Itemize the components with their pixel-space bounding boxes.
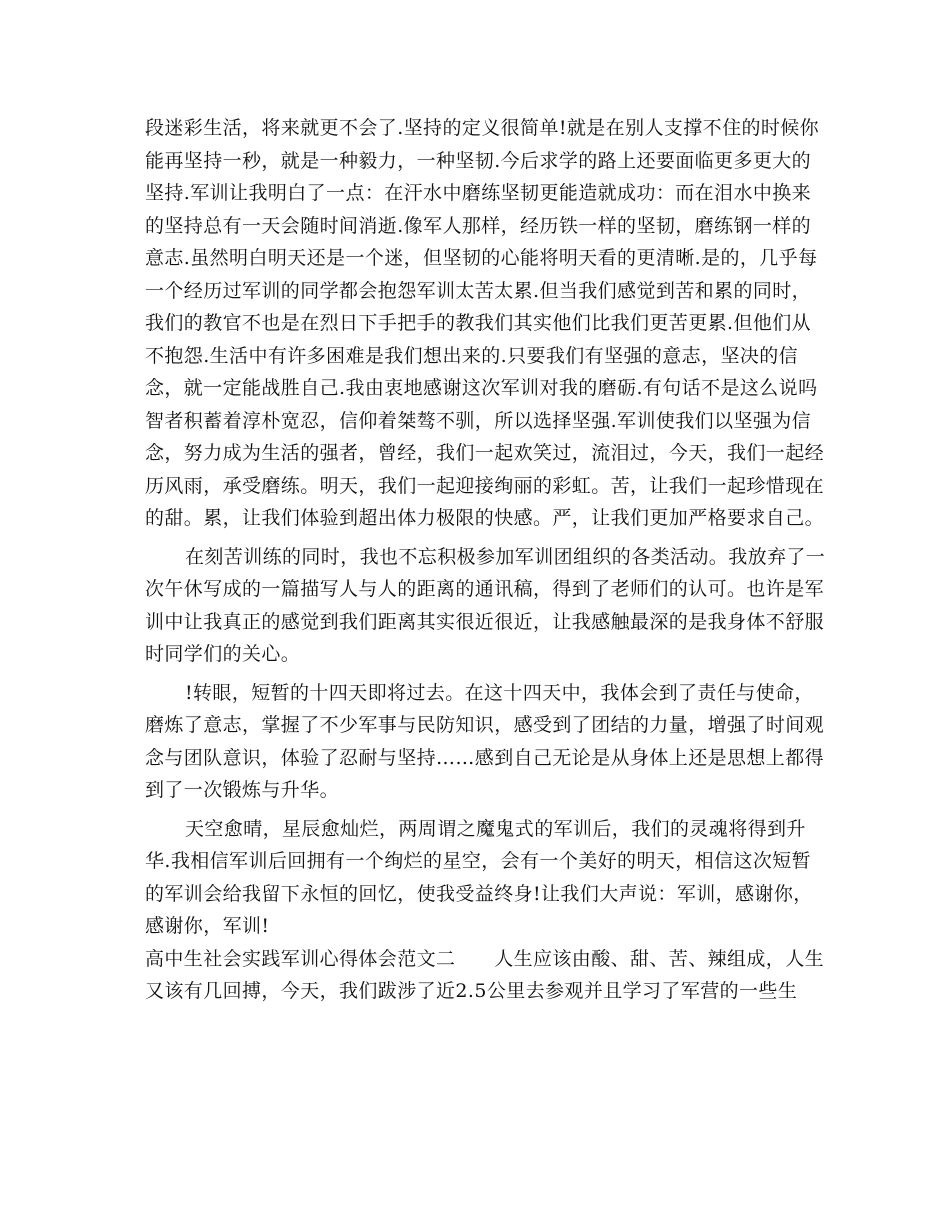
paragraph [145,813,813,943]
text-line: 磨炼了意志，掌握了不少军事与民防知识，感受到了团结的力量，增强了时间观 [145,714,825,736]
text-line: 一个经历过军训的同学都会抱怨军训太苦太累.但当我们感觉到苦和累的同时， [145,279,812,302]
text-line: 华.我相信军训后回拥有一个绚烂的星空，会有一个美好的明天，相信这次短暂 [145,850,812,872]
text-line: 意志.虽然明白明天还是一个迷，但坚韧的心能将明天看的更清晰.是的，几乎每 [145,247,818,269]
text-line: 坚持.军训让我明白了一点：在汗水中磨练坚韧更能造就成功：而在泪水中换来 [145,182,812,204]
paragraph [145,541,826,671]
text-line: 的军训会给我留下永恒的回忆，使我受益终身!让我们大声说：军训，感谢你， [145,882,813,905]
text-line: 到了一次锻炼与升华。 [145,779,340,801]
text-line: 次午休写成的一篇描写人与人的距离的通讯稿，得到了老师们的认可。也许是军 [145,578,825,600]
text-line: 的甜。累，让我们体验到超出体力极限的快感。严，让我们更加严格要求自己。 [145,507,825,529]
text-line: 又该有几回搏，今天，我们跋涉了近2.5公里去参观并且学习了军营的一些生 [145,980,798,1002]
paragraph [145,677,825,807]
text-line: 的坚持总有一天会随时间消逝.像军人那样，经历铁一样的坚韧，磨练钢一样的 [145,214,812,237]
text-line: 能再坚持一秒，就是一种毅力，一种坚韧.今后求学的路上还要面临更多更大的 [145,149,812,172]
text-line: 念，努力成为生活的强者，曾经，我们一起欢笑过，流泪过，今天，我们一起经 [145,442,825,464]
text-line: !转眼，短暂的十四天即将过去。在这十四天中，我体会到了责任与使命， [185,681,814,704]
text-line: 念，就一定能战胜自己.我由衷地感谢这次军训对我的磨砺.有句话不是这么说吗 [145,377,818,399]
text-line: 天空愈晴，星辰愈灿烂，两周谓之魔鬼式的军训后，我们的灵魂将得到升 [185,817,806,840]
text-line: 高中生社会实践军训心得体会范文二 人生应该由酸、甜、苦、辣组成，人生 [145,947,825,970]
text-line: 历风雨，承受磨练。明天，我们一起迎接绚丽的彩虹。苦，让我们一起珍惜现在 [145,474,825,497]
paragraph [145,943,825,1008]
text-line: 感谢你，军训! [145,915,270,937]
text-line: 智者积蓄着淳朴宽忍，信仰着桀骜不驯，所以选择坚强.军训使我们以坚强为信 [145,409,812,432]
text-line: 训中让我真正的感觉到我们距离其实很近很近，让我感触最深的是我身体不舒服 [145,610,825,633]
text-line: 念与团队意识，体验了忍耐与坚持……感到自己无论是从身体上还是思想上都得 [145,746,825,769]
text-line: 时同学们的关心。 [145,643,301,665]
text-line: 段迷彩生活，将来就更不会了.坚持的定义很简单!就是在别人支撑不住的时候你 [145,117,820,139]
text-line: 不抱怨.生活中有许多困难是我们想出来的.只要我们有坚强的意志，坚决的信 [145,344,799,367]
text-line: 我们的教官不也是在烈日下手把手的教我们其实他们比我们更苦更累.但他们从 [145,312,812,334]
paragraph [145,112,825,535]
document-body [145,112,826,1008]
text-line: 在刻苦训练的同时，我也不忘积极参加军训团组织的各类活动。我放弃了一 [185,545,826,568]
